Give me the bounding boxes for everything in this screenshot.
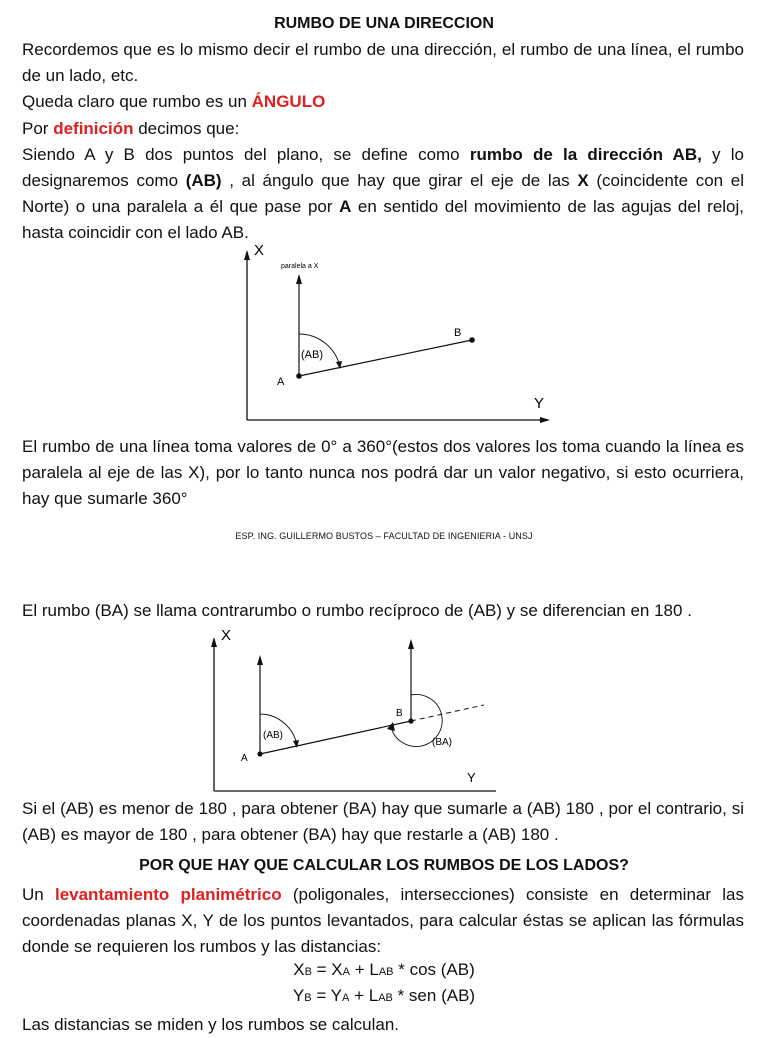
formula-y <box>0 986 768 1006</box>
formula-y-plus: + L <box>349 986 379 1005</box>
definition-point: A <box>339 197 352 216</box>
point-a-label: A <box>241 753 248 764</box>
survey-text-pre: Un <box>22 885 55 904</box>
definition-text-3: , al ángulo que hay que girar el eje de las <box>221 171 578 190</box>
definition-intro <box>22 116 744 142</box>
conversion-paragraph: Si el (AB) es menor de 180 , para obtener (BA) hay que sumarle a (AB) 180 , por el contrario, si (AB) es mayor de 180 , para obtener (BA) hay que restarle a (AB) 180 . <box>22 799 744 844</box>
intro-paragraph: Recordemos que es lo mismo decir el rumbo de una dirección, el rumbo de una línea, el rumbo de un lado, etc. <box>22 40 744 85</box>
ab-extension-dashed <box>411 705 484 721</box>
page-title: RUMBO DE UNA DIRECCION <box>274 15 494 32</box>
formula-y-l-sub: AB <box>378 992 393 1004</box>
definition-highlight: definición <box>53 119 134 138</box>
section-heading: POR QUE HAY QUE CALCULAR LOS RUMBOS DE LOS LADOS? <box>139 857 629 874</box>
closing-line: Las distancias se miden y los rumbos se calculan. <box>22 1015 400 1034</box>
point-b <box>469 337 475 343</box>
formula-y-rest: * sen (AB) <box>392 986 476 1005</box>
formula-x-plus: + L <box>349 960 379 979</box>
formula-x-a-sub: A <box>342 966 350 978</box>
formula-y-a-sub: A <box>342 992 350 1004</box>
formula-y-eq: = Y <box>311 986 342 1005</box>
parallel-label: paralela a X <box>281 263 319 270</box>
angle-label: (AB) <box>301 349 323 361</box>
definition-text-2: y lo designaremos como <box>22 145 744 190</box>
survey-text-post: (poligonales, intersecciones) consiste en determinar las coordenadas planas X, Y de los puntos levantados, para calcular éstas se aplican las fórmulas donde se requieren los rumbos y las distancias: <box>22 885 744 956</box>
point-a-label: A <box>277 376 285 388</box>
formula-x-lhs: X <box>293 960 305 979</box>
formula-x-rest: * cos (AB) <box>393 960 475 979</box>
survey-paragraph <box>22 882 744 960</box>
point-b-label: B <box>396 708 403 719</box>
formula-x <box>0 960 768 980</box>
definition-axis: X <box>577 171 589 190</box>
x-axis-label: X <box>221 627 232 644</box>
definition-pre: Por <box>22 119 54 138</box>
parallel-b-arrow-icon <box>408 639 414 649</box>
definition-text-5: en sentido del movimiento de las agujas del reloj, hasta coincidir con el lado AB. <box>22 197 745 242</box>
point-b <box>408 718 413 723</box>
parallel-a-arrow-icon <box>257 655 263 665</box>
survey-highlight: levantamiento planimétrico <box>54 885 282 904</box>
definition-post: decimos que: <box>133 119 240 138</box>
angle-statement <box>22 89 744 115</box>
point-a <box>296 373 302 379</box>
definition-paragraph <box>22 142 744 246</box>
x-axis-label: X <box>254 242 265 259</box>
angle-ba-label: (BA) <box>432 737 452 748</box>
angle-statement-text: Queda claro que rumbo es un <box>22 92 252 111</box>
point-b-label: B <box>454 327 462 339</box>
point-a <box>257 751 262 756</box>
x-axis-arrow-icon <box>211 637 217 647</box>
y-axis-arrow-icon <box>540 417 550 423</box>
y-axis-label: Y <box>534 395 545 412</box>
ab-line <box>299 340 472 376</box>
bearing-diagram <box>230 238 560 428</box>
angle-highlight: ÁNGULO <box>251 92 326 111</box>
y-axis-label: Y <box>467 770 476 785</box>
formula-y-lhs-sub: B <box>304 992 312 1004</box>
page-footer: ESP. ING. GUILLERMO BUSTOS – FACULTAD DE INGENIERIA - UNSJ <box>235 531 533 541</box>
definition-term: rumbo de la dirección AB, <box>469 145 702 164</box>
reciprocal-bearing-diagram <box>200 625 500 795</box>
formula-y-lhs: Y <box>292 986 305 1005</box>
formula-x-l-sub: AB <box>378 966 394 978</box>
range-paragraph: El rumbo de una línea toma valores de 0° a 360°(estos dos valores los toma cuando la línea es paralela al eje de las X), por lo tanto nunca nos podrá dar un valor negativo, si esto ocurriera, hay que sumarle 360° <box>22 437 744 508</box>
definition-text-4: (coincidente con el Norte) o una paralela a él que pase por <box>22 171 745 216</box>
parallel-arrow-icon <box>296 274 302 284</box>
definition-text-1: Siendo A y B dos puntos del plano, se define como <box>22 145 470 164</box>
x-axis-arrow-icon <box>244 250 250 260</box>
formula-x-lhs-sub: B <box>304 966 312 978</box>
formula-x-eq: = X <box>311 960 343 979</box>
angle-ab-label: (AB) <box>263 730 283 741</box>
reciprocal-paragraph: El rumbo (BA) se llama contrarumbo o rumbo recíproco de (AB) y se diferencian en 180 . <box>22 601 692 620</box>
definition-notation: (AB) <box>185 171 222 190</box>
